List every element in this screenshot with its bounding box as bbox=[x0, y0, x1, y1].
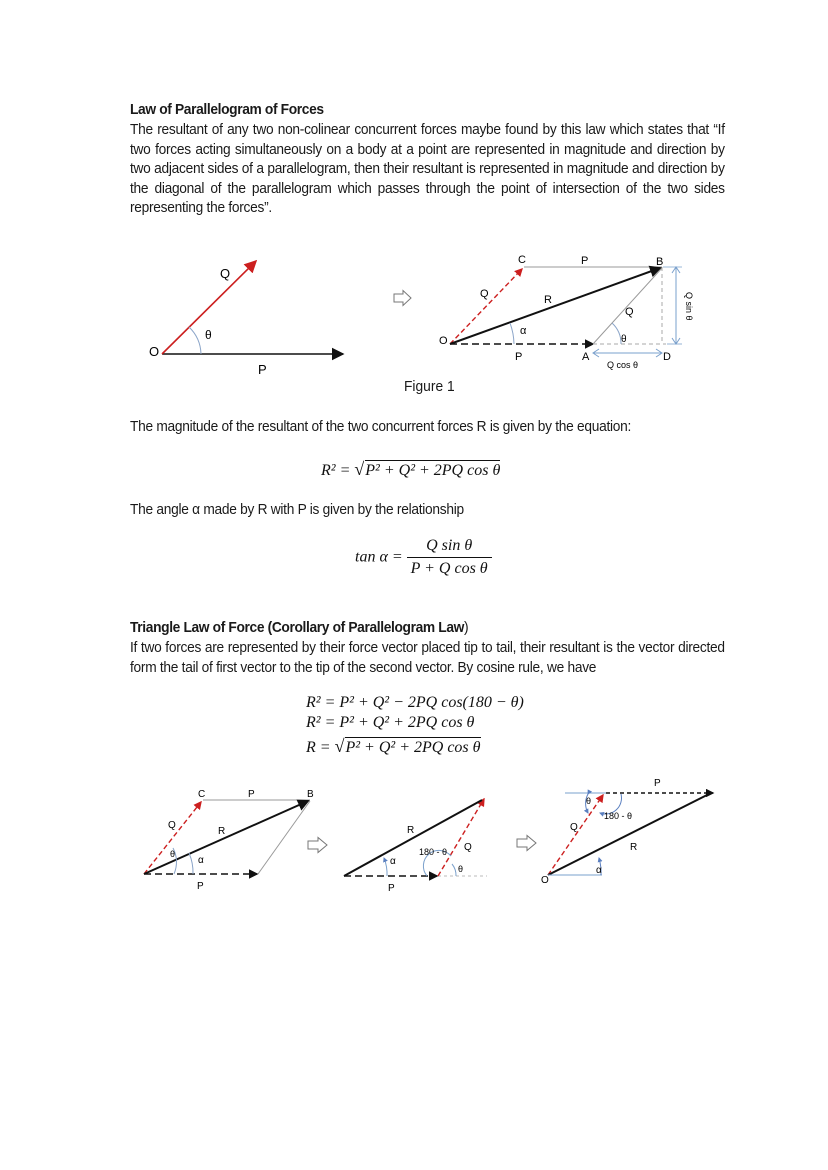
label-p: P bbox=[388, 883, 395, 894]
eq2-numerator: Q sin θ bbox=[407, 537, 492, 558]
eq1-radicand: P² + Q² + 2PQ cos θ bbox=[365, 462, 501, 479]
eq1-lhs: R² = bbox=[321, 462, 351, 479]
label-180-minus-theta: 180 - θ bbox=[419, 847, 448, 857]
eq3-radicand: P² + Q² + 2PQ cos θ bbox=[345, 739, 481, 756]
triangle-law-paragraph: If two forces are represented by their force vector placed tip to tail, their resultant is the vector directed form the tail of first vector to the tip of the second vector. By cosine rule, we have bbox=[130, 639, 725, 676]
label-theta: θ bbox=[458, 864, 464, 874]
label-origin: O bbox=[149, 344, 160, 359]
figure1-caption: Figure 1 bbox=[404, 378, 455, 395]
label-o: O bbox=[439, 335, 448, 347]
figure1-right-diagram bbox=[430, 250, 700, 380]
angle-intro-text: The angle α made by R with P is given by the relationship bbox=[130, 501, 464, 518]
parallelogram-law-paragraph: The resultant of any two non-colinear concurrent forces maybe found by this law which states that “If two forces acting simultaneously on a body at a point are represented in magnitude and direction by two adjacent sides of a parallelogram, then their resultant is represented in magnitude and direction by the diagonal of the parallelogram which passes through the point of intersection of the two sides representing the forces”. bbox=[130, 121, 725, 217]
figure1-left-diagram bbox=[140, 250, 360, 380]
section-heading-parallelogram: Law of Parallelogram of Forces bbox=[130, 101, 324, 118]
resultant-equation: R² = √P² + Q² + 2PQ cos θ bbox=[321, 459, 501, 479]
label-alpha: α bbox=[596, 865, 602, 876]
label-d: D bbox=[663, 351, 671, 363]
label-p: P bbox=[258, 362, 267, 377]
label-p: P bbox=[654, 778, 661, 789]
label-alpha: α bbox=[198, 855, 204, 866]
label-r: R bbox=[630, 842, 638, 853]
label-r: R bbox=[544, 294, 552, 306]
tan-alpha-equation bbox=[355, 537, 492, 578]
eq3-lhs: R = bbox=[306, 739, 331, 756]
label-q: Q bbox=[464, 842, 472, 853]
triangle-heading-bold: Triangle Law of Force (Corollary of Parallelogram Law bbox=[130, 619, 465, 636]
label-theta: θ bbox=[170, 849, 176, 859]
hollow-right-arrow-icon bbox=[307, 837, 329, 853]
label-p-top: P bbox=[581, 255, 589, 267]
label-a: A bbox=[582, 351, 590, 363]
label-o: O bbox=[541, 875, 549, 886]
eq2-denominator: P + Q cos θ bbox=[410, 560, 488, 577]
label-b: B bbox=[307, 789, 314, 800]
label-theta: θ bbox=[205, 328, 212, 342]
magnitude-intro-text: The magnitude of the resultant of the two concurrent forces R is given by the equation: bbox=[130, 418, 632, 435]
label-c: C bbox=[518, 254, 526, 266]
label-q-cos: Q cos θ bbox=[607, 360, 639, 370]
cosine-rule-line-2: R² = P² + Q² + 2PQ cos θ bbox=[306, 714, 475, 731]
label-q: Q bbox=[168, 820, 176, 831]
cosine-rule-line-3: R = √P² + Q² + 2PQ cos θ bbox=[306, 736, 481, 756]
label-theta: θ bbox=[621, 334, 627, 345]
triangle-figure-panel-3 bbox=[510, 770, 730, 900]
eq2-lhs: tan α = bbox=[355, 548, 403, 566]
label-q: Q bbox=[570, 822, 578, 833]
label-r: R bbox=[218, 826, 226, 837]
label-alpha: α bbox=[390, 856, 396, 867]
label-c: C bbox=[198, 789, 206, 800]
label-q: Q bbox=[220, 266, 231, 281]
section-heading-triangle bbox=[130, 619, 468, 636]
label-r: R bbox=[407, 825, 415, 836]
label-theta: θ bbox=[586, 796, 592, 806]
label-alpha: α bbox=[520, 325, 527, 337]
hollow-right-arrow-icon bbox=[393, 290, 413, 306]
label-p-bottom: P bbox=[515, 351, 523, 363]
label-q-sin: Q sin θ bbox=[684, 292, 694, 321]
triangle-heading-tail: ) bbox=[464, 619, 469, 636]
label-b: B bbox=[656, 256, 664, 268]
label-q-left: Q bbox=[480, 288, 489, 300]
cosine-rule-line-1: R² = P² + Q² − 2PQ cos(180 − θ) bbox=[306, 694, 524, 711]
label-q-right: Q bbox=[625, 306, 634, 318]
label-180-minus-theta: 180 - θ bbox=[604, 811, 633, 821]
triangle-figure-panel-2 bbox=[330, 780, 530, 900]
label-p-bottom: P bbox=[197, 881, 204, 892]
label-p-top: P bbox=[248, 789, 255, 800]
